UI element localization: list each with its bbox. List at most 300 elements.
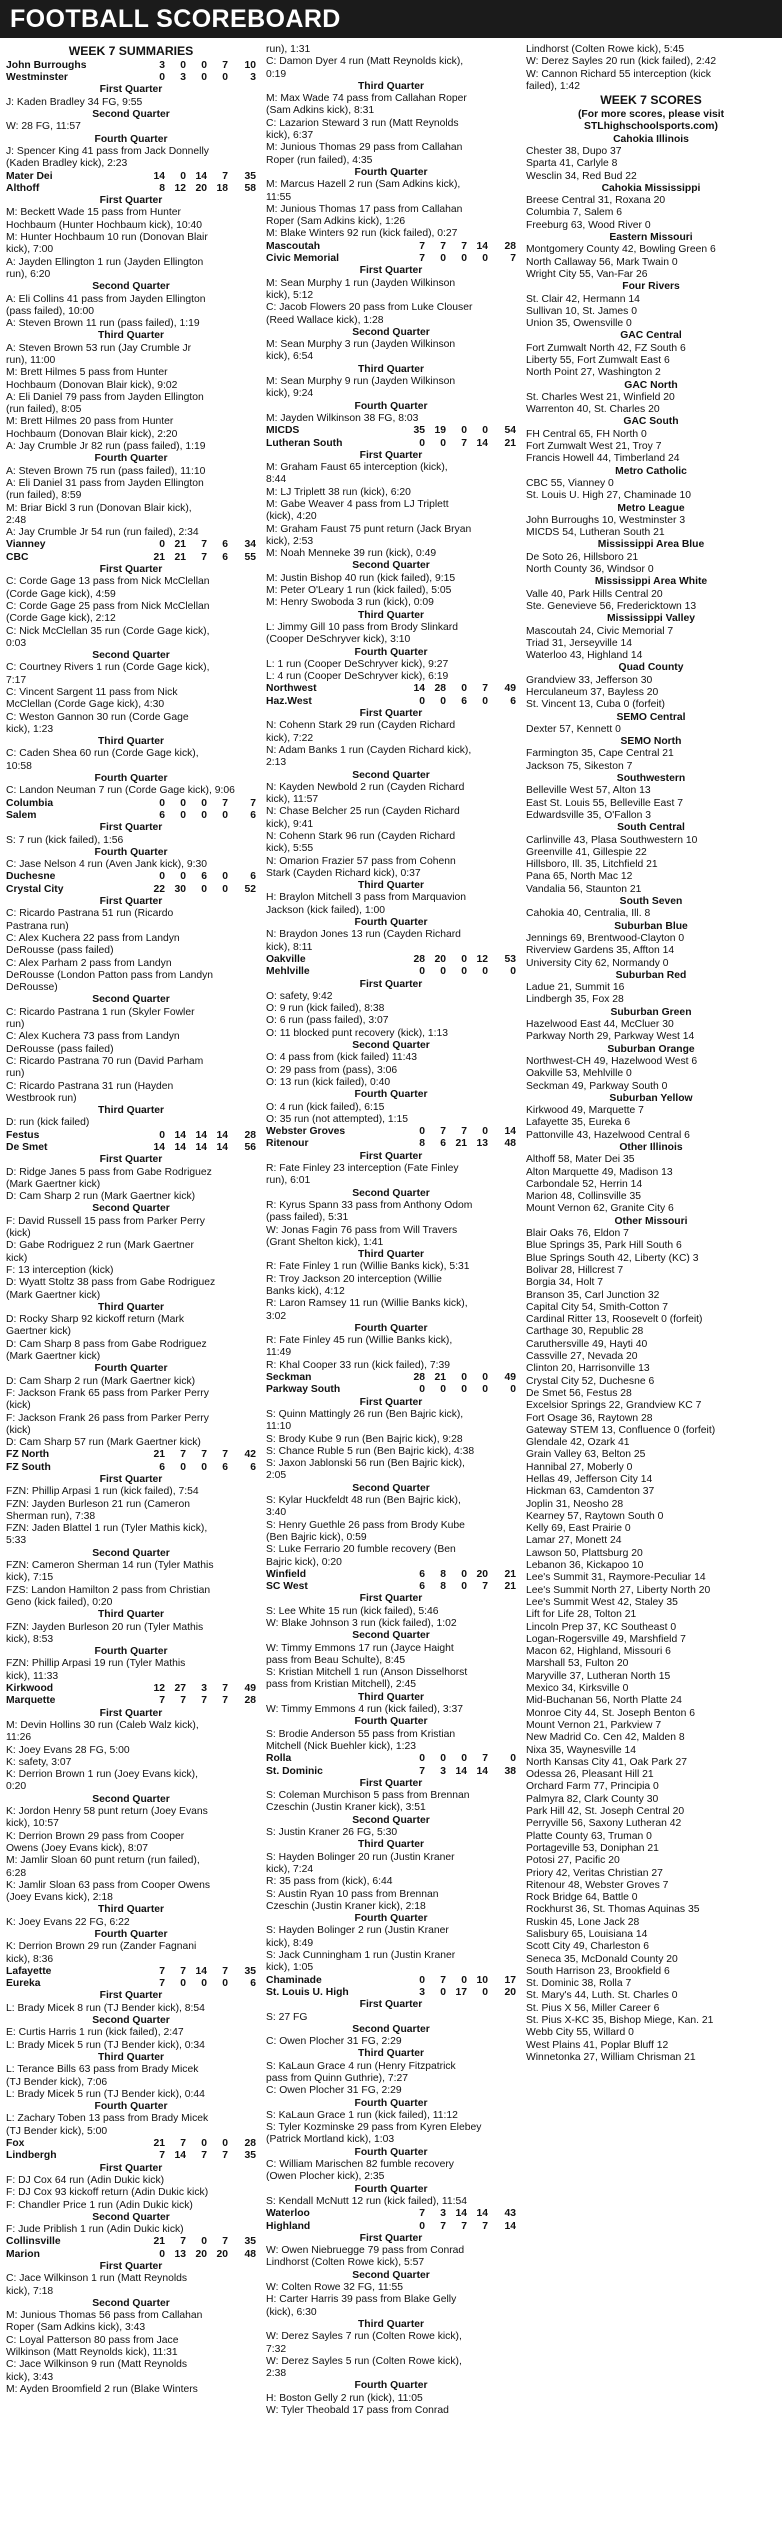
score-result: Jackson 75, Sikeston 7 [526, 760, 633, 772]
section-heading: WEEK 7 SCORES [600, 93, 702, 108]
quarter-heading: First Quarter [99, 822, 163, 834]
quarter-heading: Third Quarter [97, 1301, 165, 1313]
quarter-score: 8 [440, 1568, 446, 1580]
score-result: Macon 62, Highland, Missouri 6 [526, 1646, 671, 1658]
quarter-score: 0 [419, 695, 425, 707]
quarter-heading: Third Quarter [97, 1904, 165, 1916]
scoring-play: M: Brett Hilmes 20 pass from Hunter [6, 416, 174, 428]
quarter-heading: Third Quarter [97, 736, 165, 748]
scoring-play: M: Graham Faust 65 interception (kick), [266, 462, 448, 474]
quarter-score: 14 [476, 240, 488, 252]
scoring-play: M: LJ Triplett 38 run (kick), 6:20 [266, 486, 411, 498]
quarter-heading: First Quarter [99, 1154, 163, 1166]
score-result: Mexico 34, Kirksville 0 [526, 1683, 629, 1695]
scoreboard-header [0, 0, 782, 38]
column-3 [526, 44, 776, 2064]
score-result: Salisbury 65, Louisiana 14 [526, 1928, 648, 1940]
score-result: Cassville 27, Nevada 20 [526, 1351, 638, 1363]
quarter-score: 0 [201, 809, 207, 821]
quarter-heading: Second Quarter [352, 1814, 430, 1826]
scoring-play: S: Tyler Kozminske 29 pass from Kyren Elebey [266, 2122, 482, 2134]
scoring-play: FZN: Jayden Burleson 21 run (Cameron [6, 1498, 190, 1510]
scoring-play: S: Kylar Huckfeldt 48 run (Ben Bajric kick), [266, 1495, 461, 1507]
score-result: Orchard Farm 77, Principia 0 [526, 1781, 659, 1793]
score-line [6, 539, 256, 551]
score-result: FH Central 65, FH North 0 [526, 428, 647, 440]
score-result: Mount Vernon 62, Granite City 6 [526, 1203, 674, 1215]
team-name: FZ North [6, 1449, 50, 1461]
quarter-heading: Second Quarter [92, 1203, 170, 1215]
scoring-play: kick), 7:24 [266, 1863, 314, 1875]
score-result: Crystal City 52, Duchesne 6 [526, 1375, 655, 1387]
final-score: 49 [244, 1683, 256, 1695]
scoring-play: (Mark Gaertner kick) [6, 1178, 101, 1190]
score-result: Lincoln Prep 37, KC Southeast 0 [526, 1621, 677, 1633]
scoring-play: kick), 7:00 [6, 244, 54, 256]
scoring-play: Stark (Cayden Richard kick), 0:37 [266, 867, 421, 879]
scoring-play: 6:28 [6, 1867, 27, 1879]
score-line [6, 72, 256, 84]
quarter-score: 0 [419, 1753, 425, 1765]
score-line [6, 60, 256, 72]
quarter-score: 7 [222, 1965, 228, 1977]
scoring-play: C: Jase Nelson 4 run (Aven Jank kick), 9:30 [6, 859, 208, 871]
score-result: Herculaneum 37, Bayless 20 [526, 687, 659, 698]
scores-note: STLhighschoolsports.com) [584, 121, 718, 133]
quarter-score: 21 [455, 1138, 467, 1150]
quarter-score: 7 [180, 1965, 186, 1977]
quarter-score: 20 [195, 2248, 207, 2260]
scoring-play: C: Vincent Sargent 11 pass from Nick [6, 687, 178, 698]
conference-heading: Quad County [618, 662, 684, 674]
quarter-score: 7 [461, 1126, 467, 1138]
quarter-score: 28 [413, 1372, 425, 1384]
team-name: Festus [6, 1129, 40, 1141]
scoring-play: (kick), 4:20 [266, 511, 317, 523]
quarter-heading: Third Quarter [97, 330, 165, 342]
quarter-heading: Second Quarter [352, 2269, 430, 2281]
scoring-play: M: Ayden Broomfield 2 run (Blake Winters [6, 2383, 198, 2395]
quarter-score: 14 [195, 1141, 207, 1153]
team-name: Eureka [6, 1978, 41, 1990]
quarter-score: 0 [419, 437, 425, 449]
score-result: Seneca 35, McDonald County 20 [526, 1953, 678, 1965]
quarter-score: 14 [216, 1129, 228, 1141]
scoring-play: F: Jude Priblish 1 run (Adin Dukic kick) [6, 2224, 184, 2236]
scoring-play: kick), 2:53 [266, 535, 314, 547]
team-name: Marquette [6, 1695, 56, 1707]
team-name: Ritenour [266, 1138, 309, 1150]
quarter-score: 20 [216, 2248, 228, 2260]
quarter-score: 21 [434, 1372, 446, 1384]
score-result: Belleville West 57, Alton 13 [526, 785, 651, 797]
score-result: Excelsior Springs 22, Grandview KC 7 [526, 1400, 702, 1412]
team-name: CBC [6, 551, 29, 563]
score-line [266, 438, 516, 450]
quarter-heading: First Quarter [99, 1474, 163, 1485]
final-score: 0 [510, 1753, 516, 1765]
quarter-score: 6 [440, 1138, 446, 1150]
score-result: North Kansas City 41, Oak Park 27 [526, 1756, 687, 1768]
quarter-score: 0 [222, 871, 228, 883]
score-result: St. Pius X-KC 35, Bishop Miege, Kan. 21 [526, 2015, 714, 2027]
scoring-play: (Corde Gage kick), 4:59 [6, 588, 116, 600]
team-name: Mascoutah [266, 240, 321, 252]
scoring-play: (Ben Bajric kick), 0:59 [266, 1531, 367, 1543]
scoring-play: 11:55 [266, 191, 292, 203]
column-2 [266, 44, 516, 2417]
scoring-play: M: Gabe Weaver 4 pass from LJ Triplett [266, 498, 449, 510]
score-result: Wright City 55, Van-Far 26 [526, 268, 648, 280]
scoring-play: F: DJ Cox 93 kickoff return (Adin Dukic kick) [6, 2187, 209, 2199]
scoring-play: A: Steven Brown 75 run (pass failed), 11:10 [6, 465, 206, 477]
quarter-heading: First Quarter [99, 896, 163, 908]
final-score: 56 [244, 1141, 256, 1153]
final-score: 6 [510, 695, 516, 707]
quarter-score: 7 [222, 797, 228, 809]
score-line [6, 1130, 256, 1142]
conference-heading: Mississippi Area Blue [597, 539, 705, 551]
quarter-heading: Third Quarter [97, 1609, 165, 1621]
scoring-play: A: Eli Collins 41 pass from Jayden Ellington [6, 293, 206, 305]
scoring-play: kick), 6:54 [266, 351, 314, 363]
quarter-heading: Third Quarter [357, 363, 425, 375]
scoring-play: C: Jacob Flowers 20 pass from Luke Clouser [266, 302, 473, 314]
scoring-play: kick), 5:12 [266, 289, 314, 301]
team-name: Collinsville [6, 2236, 61, 2248]
quarter-score: 3 [201, 1683, 207, 1695]
scoring-play: pass from Quinn Guthrie), 7:27 [266, 2072, 409, 2084]
quarter-score: 0 [180, 1461, 186, 1473]
quarter-heading: First Quarter [359, 708, 423, 720]
quarter-heading: Fourth Quarter [94, 453, 168, 465]
scoring-play: M: Henry Swoboda 3 run (kick), 0:09 [266, 597, 434, 609]
score-result: Vandalia 56, Staunton 21 [526, 883, 642, 895]
scoring-play: (Kaden Bradley kick), 2:23 [6, 158, 128, 170]
score-line [266, 1753, 516, 1765]
scoring-play: C: Owen Plocher 31 FG, 2:29 [266, 2036, 402, 2048]
quarter-score: 7 [159, 1965, 165, 1977]
final-score: 28 [244, 1129, 256, 1141]
quarter-score: 0 [440, 1384, 446, 1396]
team-name: John Burroughs [6, 59, 87, 71]
conference-heading: Cahokia Mississippi [601, 182, 701, 194]
quarter-heading: Second Quarter [352, 769, 430, 781]
scoring-play: DeRousse) [6, 982, 58, 994]
final-score: 35 [244, 170, 256, 182]
quarter-heading: First Quarter [99, 195, 163, 207]
team-name: Highland [266, 2220, 311, 2232]
scoring-play: C: Nick McClellan 35 run (Corde Gage kick), [6, 625, 210, 637]
scoring-play: N: Cohenn Stark 29 run (Cayden Richard [266, 720, 456, 732]
quarter-score: 7 [440, 2220, 446, 2232]
team-name: Seckman [266, 1372, 312, 1384]
scoring-play: W: Timmy Emmons 17 run (Jayce Haight [266, 1642, 454, 1654]
scoring-play: L: Terance Bills 63 pass from Brady Micek [6, 2064, 199, 2076]
quarter-heading: Second Quarter [92, 1547, 170, 1559]
scoring-play: C: Courtney Rivers 1 run (Corde Gage kick), [6, 662, 210, 674]
quarter-score: 0 [440, 253, 446, 265]
scoring-play: 11:26 [6, 1732, 32, 1744]
team-name: MICDS [266, 425, 300, 437]
scoring-play: 2:48 [6, 514, 27, 526]
scoring-play: J: Kaden Bradley 34 FG, 9:55 [6, 96, 143, 108]
quarter-heading: First Quarter [359, 2232, 423, 2244]
score-result: Perryville 56, Saxony Lutheran 42 [526, 1818, 682, 1830]
scoring-play: S: KaLaun Grace 4 run (Henry Fitzpatrick [266, 2060, 456, 2072]
scoring-play: (Sam Adkins kick), 8:31 [266, 105, 375, 117]
score-line [266, 2221, 516, 2233]
quarter-score: 6 [159, 1461, 165, 1473]
score-result: Chester 38, Dupo 37 [526, 145, 622, 157]
score-result: Carlinville 43, Plasa Southwestern 10 [526, 834, 698, 846]
quarter-score: 6 [201, 871, 207, 883]
scoring-play: S: Hayden Bolinger 2 run (Justin Kraner [266, 1925, 449, 1937]
quarter-score: 7 [482, 1581, 488, 1593]
team-name: Westminster [6, 72, 68, 84]
quarter-score: 30 [174, 883, 186, 895]
scoring-play: W: Colten Rowe 32 FG, 11:55 [266, 2282, 404, 2294]
quarter-heading: First Quarter [359, 1999, 423, 2011]
scoring-play: D: run (kick failed) [6, 1117, 90, 1129]
score-result: Platte County 63, Truman 0 [526, 1830, 652, 1842]
scoring-play: Sherman run), 7:38 [6, 1510, 96, 1522]
score-result: Valle 40, Park Hills Central 20 [526, 588, 663, 600]
score-result: Ritenour 48, Webster Groves 7 [526, 1879, 669, 1891]
quarter-heading: Third Quarter [357, 80, 425, 92]
scoring-play: (Cooper DeSchryver kick), 3:10 [266, 634, 411, 646]
scoring-play: (kick) [6, 1228, 31, 1240]
scoring-play: N: Chase Belcher 25 run (Cayden Richard [266, 806, 460, 818]
score-result: Mount Vernon 21, Parkview 7 [526, 1719, 662, 1731]
scoring-play: C: Jace Wilkinson 9 run (Matt Reynolds [6, 2359, 188, 2371]
scoring-play: Roper (Sam Adkins kick), 3:43 [6, 2322, 146, 2334]
team-name: Marion [6, 2248, 40, 2260]
quarter-score: 7 [222, 2236, 228, 2248]
final-score: 7 [510, 253, 516, 265]
scoring-play: S: Henry Guethle 26 pass from Brody Kube [266, 1519, 465, 1531]
score-line [266, 1766, 516, 1778]
scoring-play: M: Sean Murphy 3 run (Jayden Wilkinson [266, 339, 456, 351]
quarter-score: 0 [461, 966, 467, 978]
scoring-play: 8:44 [266, 474, 287, 486]
quarter-heading: Second Quarter [352, 1482, 430, 1494]
score-result: Borgia 34, Holt 7 [526, 1277, 604, 1289]
score-line [6, 1683, 256, 1695]
quarter-score: 0 [482, 966, 488, 978]
score-result: Potosi 27, Pacific 20 [526, 1855, 620, 1867]
score-result: Pana 65, North Mac 12 [526, 871, 633, 883]
quarter-score: 7 [201, 2150, 207, 2162]
scoring-play: kick), 5:55 [266, 843, 314, 855]
quarter-score: 3 [440, 2208, 446, 2220]
quarter-score: 0 [201, 2236, 207, 2248]
conference-heading: Other Missouri [614, 1215, 688, 1227]
quarter-score: 7 [201, 551, 207, 563]
quarter-score: 7 [419, 1765, 425, 1777]
scoring-play: K: Derrion Brown 29 pass from Cooper [6, 1830, 185, 1842]
quarter-score: 7 [222, 170, 228, 182]
score-result: St. Clair 42, Hermann 14 [526, 293, 640, 305]
score-result: Hannibal 27, Moberly 0 [526, 1461, 633, 1473]
scoring-play: W: Derez Sayles 5 run (Colten Rowe kick), [266, 2355, 462, 2367]
score-line [6, 1695, 256, 1707]
quarter-heading: First Quarter [359, 1396, 423, 1408]
scoring-play: R: Fate Finley 1 run (Willie Banks kick), 5:31 [266, 1261, 470, 1273]
scoring-play: S: KaLaun Grace 1 run (kick failed), 11:12 [266, 2109, 458, 2121]
score-result: Seckman 49, Parkway South 0 [526, 1080, 668, 1092]
scoring-play: 3:02 [266, 1310, 287, 1322]
quarter-heading: Second Quarter [92, 1793, 170, 1805]
team-name: Mater Dei [6, 170, 53, 182]
quarter-score: 14 [476, 2208, 488, 2220]
score-line [266, 966, 516, 978]
score-line [6, 1449, 256, 1461]
quarter-heading: Fourth Quarter [354, 2380, 428, 2392]
conference-heading: Cahokia Illinois [613, 133, 689, 145]
quarter-score: 8 [419, 1138, 425, 1150]
team-name: Duchesne [6, 871, 56, 883]
score-result: North Point 27, Washington 2 [526, 367, 661, 379]
score-result: Mid-Buchanan 56, North Platte 24 [526, 1695, 682, 1707]
scoring-play: M: Devin Hollins 30 run (Caleb Walz kick), [6, 1719, 199, 1731]
quarter-heading: Fourth Quarter [94, 1363, 168, 1375]
column-1 [6, 44, 256, 2396]
scoring-play: S: Luke Ferrario 20 fumble recovery (Ben [266, 1544, 456, 1556]
score-result: Ste. Genevieve 56, Fredericktown 13 [526, 600, 697, 612]
quarter-heading: Third Quarter [357, 1249, 425, 1261]
scoring-play: (Corde Gage kick), 2:12 [6, 613, 116, 625]
scoring-play: N: Omarion Frazier 57 pass from Cohenn [266, 855, 456, 867]
team-name: Vianney [6, 539, 46, 551]
quarter-heading: Fourth Quarter [354, 2183, 428, 2195]
scoring-play: Bajric kick), 0:20 [266, 1556, 342, 1568]
page-title: FOOTBALL SCOREBOARD [10, 5, 341, 33]
scoring-play: Czeschin (Justin Kraner kick), 3:51 [266, 1802, 426, 1814]
scoring-play: kick), 11:57 [266, 794, 319, 806]
scoring-play: C: Corde Gage 25 pass from Nick McClellan [6, 600, 210, 612]
scoring-play: 7:32 [266, 2343, 287, 2355]
scoring-play: H: Boston Gelly 2 run (kick), 11:05 [266, 2392, 423, 2404]
scoring-play: M: Sean Murphy 9 run (Jayden Wilkinson [266, 376, 456, 388]
scoring-play: W: Timmy Emmons 4 run (kick failed), 3:37 [266, 1704, 463, 1716]
scoring-play: A: Jay Crumble Jr 82 run (pass failed), 1:19 [6, 441, 206, 453]
quarter-score: 13 [476, 1138, 488, 1150]
scoring-play: O: 9 run (kick failed), 8:38 [266, 1003, 385, 1015]
scoring-play: M: Brett Hilmes 5 pass from Hunter [6, 367, 168, 379]
conference-heading: South Central [617, 822, 685, 834]
scoring-play: kick), 1:05 [266, 1962, 314, 1974]
team-name: Webster Groves [266, 1126, 346, 1138]
score-result: Glendale 42, Ozark 41 [526, 1437, 630, 1449]
scoring-play: Czeschin (Justin Kraner kick), 2:18 [266, 1900, 426, 1912]
scoring-play: R: Troy Jackson 20 interception (Willie [266, 1273, 442, 1285]
score-result: MICDS 54, Lutheran South 21 [526, 527, 665, 539]
quarter-heading: Second Quarter [352, 1040, 430, 1052]
scoring-play: C: Loyal Patterson 80 pass from Jace [6, 2334, 179, 2346]
quarter-score: 7 [180, 1695, 186, 1707]
conference-heading: Eastern Missouri [609, 232, 693, 244]
score-result: Alton Marquette 49, Madison 13 [526, 1166, 673, 1178]
scoring-play: L: Jimmy Gill 10 pass from Brody Slinkard [266, 621, 458, 633]
quarter-score: 0 [201, 72, 207, 84]
quarter-score: 18 [216, 182, 228, 194]
quarter-heading: Fourth Quarter [94, 773, 168, 785]
score-result: failed), 1:42 [526, 80, 581, 92]
quarter-score: 0 [222, 2138, 228, 2150]
score-result: Joplin 31, Neosho 28 [526, 1498, 624, 1510]
score-result: Kelly 69, East Prairie 0 [526, 1523, 631, 1535]
quarter-score: 0 [482, 425, 488, 437]
quarter-heading: Second Quarter [352, 1187, 430, 1199]
quarter-score: 0 [440, 1753, 446, 1765]
quarter-score: 7 [222, 1695, 228, 1707]
team-name: St. Dominic [266, 1765, 323, 1777]
team-name: Crystal City [6, 883, 64, 895]
quarter-heading: Fourth Quarter [354, 2097, 428, 2109]
quarter-score: 0 [201, 59, 207, 71]
quarter-score: 7 [201, 1449, 207, 1461]
score-result: Odessa 26, Pleasant Hill 21 [526, 1769, 654, 1781]
scoring-play: C: Alex Kuchera 73 pass from Landyn [6, 1031, 180, 1043]
score-result: Edwardsville 35, O'Fallon 3 [526, 809, 652, 821]
scoring-play: M: Junious Thomas 56 pass from Callahan [6, 2310, 203, 2322]
score-result: Parkway North 29, Parkway West 14 [526, 1031, 695, 1043]
quarter-score: 7 [180, 1449, 186, 1461]
quarter-score: 0 [482, 1384, 488, 1396]
quarter-score: 14 [174, 1129, 186, 1141]
score-result: West Plains 41, Poplar Bluff 12 [526, 2039, 669, 2051]
quarter-score: 0 [201, 2138, 207, 2150]
scoring-play: O: safety, 9:42 [266, 990, 333, 1002]
score-result: St. Charles West 21, Winfield 20 [526, 391, 675, 403]
scoring-play: (TJ Bender kick), 7:06 [6, 2076, 108, 2088]
scoring-play: kick), 9:24 [266, 388, 314, 400]
scoring-play: A: Jay Crumble Jr 54 run (run failed), 2:34 [6, 527, 199, 539]
team-name: Chaminade [266, 1974, 322, 1986]
scoring-play: (Grant Shelton kick), 1:41 [266, 1236, 384, 1248]
conference-heading: SEMO North [620, 736, 682, 748]
scoring-play: S: Kendall McNutt 12 run (kick failed), 11:54 [266, 2195, 468, 2207]
scoring-play: W: Jonas Fagin 76 pass from Will Travers [266, 1224, 458, 1236]
final-score: 14 [504, 1126, 516, 1138]
quarter-score: 17 [455, 1986, 467, 1998]
quarter-heading: Fourth Quarter [354, 1913, 428, 1925]
final-score: 21 [504, 437, 516, 449]
quarter-score: 0 [159, 539, 165, 551]
scoring-play: kick), 8:36 [6, 1953, 54, 1965]
score-result: Ruskin 45, Lone Jack 28 [526, 1916, 640, 1928]
team-name: Oakville [266, 953, 306, 965]
scoring-play: N: Cohenn Stark 96 run (Cayden Richard [266, 831, 456, 842]
score-result: Gateway STEM 13, Confluence 0 (forfeit) [526, 1424, 716, 1436]
scoring-play: M: Sean Murphy 1 run (Jayden Wilkinson [266, 277, 456, 289]
scoring-play: J: Spencer King 41 pass from Jack Donnelly [6, 145, 209, 157]
scoring-play: M: Blake Winters 92 run (kick failed), 0:27 [266, 228, 458, 240]
team-name: De Smet [6, 1141, 48, 1153]
scoring-play: A: Jayden Ellington 1 run (Jayden Ellington [6, 256, 204, 268]
scoring-play: O: 11 blocked punt recovery (kick), 1:13 [266, 1027, 449, 1039]
quarter-heading: Fourth Quarter [94, 1646, 168, 1658]
quarter-heading: Fourth Quarter [354, 2146, 428, 2158]
final-score: 21 [504, 1581, 516, 1593]
score-result: Fort Zumwalt West 21, Troy 7 [526, 441, 662, 453]
quarter-score: 20 [434, 953, 446, 965]
scoring-play: (Reed Wallace kick), 1:28 [266, 314, 384, 326]
quarter-heading: Third Quarter [357, 1691, 425, 1703]
quarter-score: 0 [222, 72, 228, 84]
scoring-play: S: Brodie Anderson 55 pass from Kristian [266, 1728, 456, 1740]
